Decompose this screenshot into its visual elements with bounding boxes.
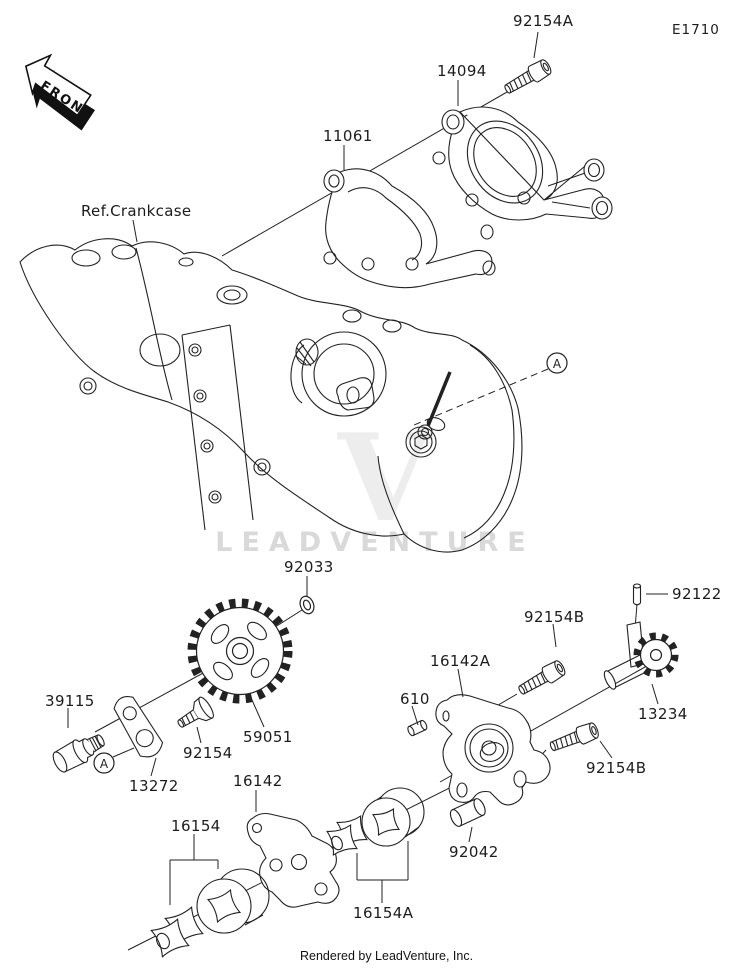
part-label-16154: 16154 — [171, 817, 221, 835]
callout-a-bottom — [94, 748, 134, 773]
bolt-92154b-lower-drawing — [548, 721, 601, 756]
cover-plate-16142-drawing — [247, 814, 339, 908]
part-label-13234: 13234 — [638, 705, 688, 723]
part-label-92154b-lower: 92154B — [586, 759, 647, 777]
crankcase-ref-label: Ref.Crankcase — [81, 202, 192, 220]
part-label-13272: 13272 — [129, 777, 179, 795]
part-label-92033: 92033 — [284, 558, 334, 576]
part-label-92154b-upper: 92154B — [524, 608, 585, 626]
crankcase-drawing — [20, 239, 522, 552]
rendered-by-footer: Rendered by LeadVenture, Inc. — [300, 949, 474, 963]
gear-59051-drawing — [192, 603, 288, 699]
pin-92122-drawing — [634, 584, 641, 605]
part-label-16154a: 16154A — [353, 904, 414, 922]
leadventure-watermark: LEADVENTURE — [215, 527, 535, 558]
part-label-16142: 16142 — [233, 772, 283, 790]
front-arrow-label: FRONT — [37, 78, 96, 124]
plate-13272-drawing — [110, 692, 166, 762]
part-label-610: 610 — [400, 690, 430, 708]
shaft-13234-drawing — [602, 622, 675, 691]
part-label-92122: 92122 — [672, 585, 722, 603]
circlip-92033-drawing — [298, 594, 317, 616]
bolt-92154a-drawing — [502, 57, 554, 97]
part-label-92154a: 92154A — [513, 12, 574, 30]
callout-a-top — [414, 353, 567, 425]
part-label-92154: 92154 — [183, 744, 233, 762]
screw-92154-drawing — [173, 695, 216, 734]
front-arrow — [11, 48, 108, 132]
part-label-39115: 39115 — [45, 692, 95, 710]
part-label-92042: 92042 — [449, 843, 499, 861]
pump-cover-14094-drawing — [433, 106, 612, 220]
part-label-14094: 14094 — [437, 62, 487, 80]
page-code: E1710 — [672, 22, 720, 38]
part-label-59051: 59051 — [243, 728, 293, 746]
pump-body-16142a-drawing — [436, 695, 550, 805]
part-label-16142a: 16142A — [430, 652, 491, 670]
rotor-set-16154-drawing — [144, 869, 269, 964]
leadventure-v-watermark: V — [338, 408, 432, 549]
callout-a-bottom-label: A — [99, 757, 109, 771]
callout-a-top-label: A — [552, 357, 562, 371]
part-label-11061: 11061 — [323, 127, 373, 145]
bolt-92154b-upper-drawing — [516, 658, 568, 698]
